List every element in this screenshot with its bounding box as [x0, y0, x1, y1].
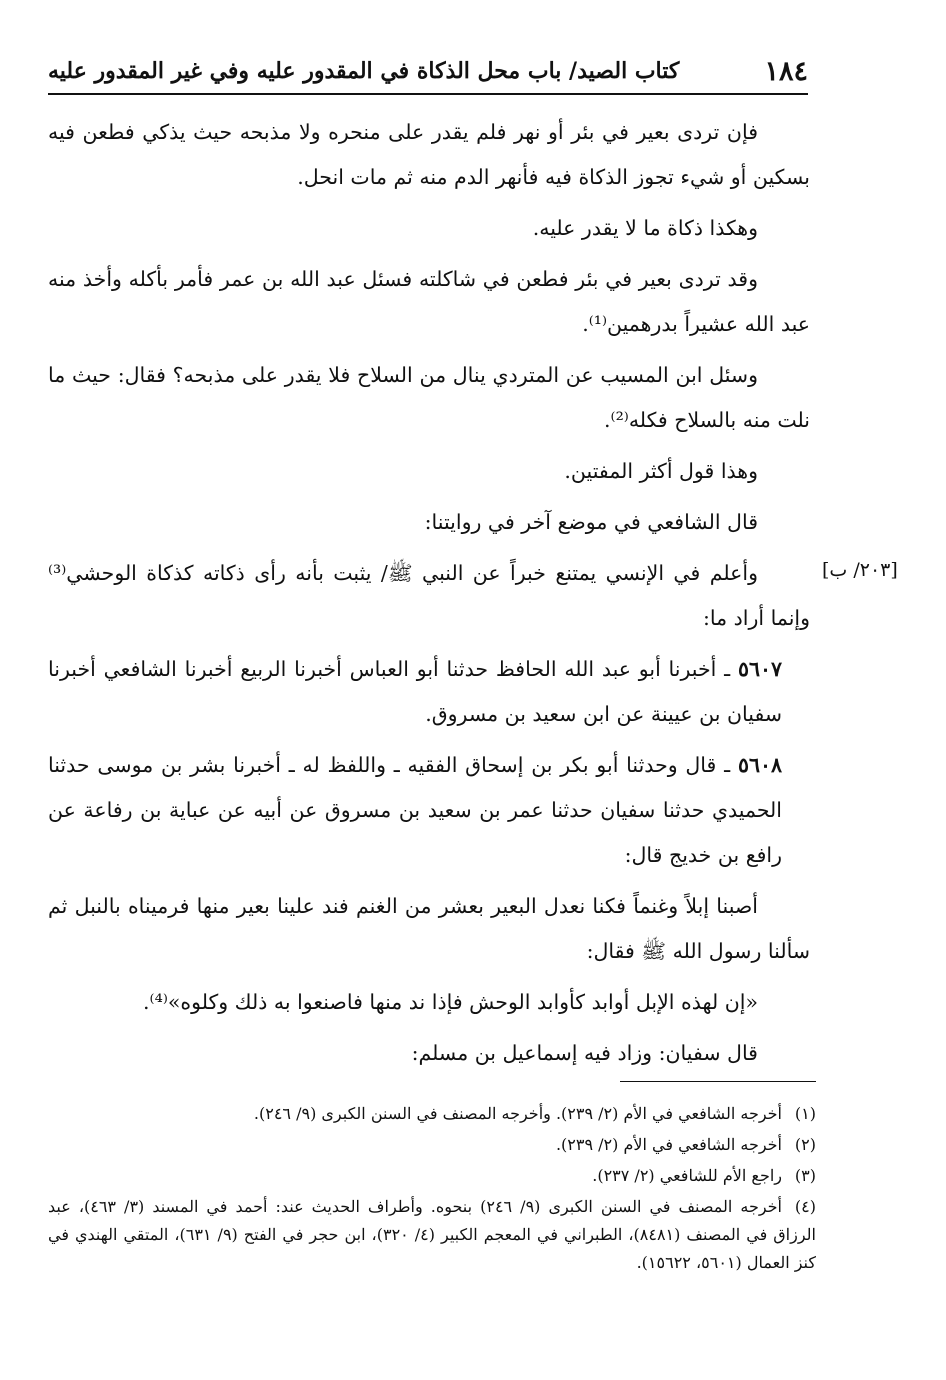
paragraph: وأعلم في الإنسي يمتنع خبراً عن النبي ﷺ/ يثبت بأنه رأى ذكاته كذكاة الوحشي⁽³⁾ وإنما أراد ما: — [48, 561, 810, 630]
footnote — [48, 1100, 816, 1128]
footnote — [48, 1131, 816, 1159]
footnote-number: (٤) — [794, 1197, 816, 1216]
running-head: كتاب الصيد/ باب محل الذكاة في المقدور عليه وفي غير المقدور عليه — [48, 58, 680, 84]
footnote — [48, 1193, 816, 1277]
header-divider — [48, 93, 808, 95]
footnotes — [48, 1100, 816, 1280]
footnote-number: (١) — [794, 1104, 816, 1123]
footnote-text: أخرجه الشافعي في الأم (٢/ ٢٣٩). — [555, 1135, 782, 1154]
paragraph: قال سفيان: وزاد فيه إسماعيل بن مسلم: — [411, 1041, 758, 1065]
manuscript-folio-reference: [٢٠٣/ ب] — [822, 559, 898, 581]
footnote — [48, 1162, 816, 1190]
page-number: ١٨٤ — [764, 56, 808, 87]
paragraph: وسئل ابن المسيب عن المتردي ينال من السلاح فلا يقدر على مذبحه؟ فقال: حيث ما نلت منه بالسلاح فكله⁽²⁾. — [48, 363, 810, 432]
footnote-divider — [620, 1081, 816, 1082]
footnote-text: أخرجه الشافعي في الأم (٢/ ٢٣٩). وأخرجه المصنف في السنن الكبرى (٩/ ٢٤٦). — [253, 1104, 782, 1123]
hadith-number: ٥٦٠٧ — [737, 657, 782, 681]
prophetic-quote: «إن لهذه الإبل أوابد كأوابد الوحش فإذا ند منها فاصنعوا به ذلك وكلوه»⁽⁴⁾. — [143, 990, 758, 1014]
paragraph: وهذا قول أكثر المفتين. — [564, 459, 758, 483]
paragraph: فإن تردى بعير في بئر أو نهر فلم يقدر على منحره ولا مذبحه حيث يذكي فطعن فيه بسكين أو شيء تجوز الذكاة فيه فأنهر الدم منه ثم مات انحل. — [48, 120, 810, 189]
footnote-number: (٣) — [794, 1166, 816, 1185]
main-text — [48, 110, 810, 1082]
hadith-entry: ٥٦٠٨ ـ قال وحدثنا أبو بكر بن إسحاق الفقيه ـ واللفظ له ـ أخبرنا بشر بن موسى حدثنا الحميدي حدثنا سفيان حدثنا عمر بن سعيد بن مسروق عن أبيه عن عباية بن رفاعة عن رافع بن خديج قال: — [48, 753, 782, 867]
hadith-text: قال وحدثنا أبو بكر بن إسحاق الفقيه ـ واللفظ له ـ أخبرنا بشر بن موسى حدثنا الحميدي حدثنا سفيان حدثنا عمر بن سعيد بن مسروق عن أبيه عن عباية بن رفاعة عن رافع بن خديج قال: — [48, 753, 782, 867]
paragraph: وهكذا ذكاة ما لا يقدر عليه. — [532, 216, 758, 240]
paragraph: قال الشافعي في موضع آخر في روايتنا: — [424, 510, 758, 534]
page-header — [48, 52, 808, 92]
hadith-entry: ٥٦٠٧ ـ أخبرنا أبو عبد الله الحافظ حدثنا أبو العباس أخبرنا الربيع أخبرنا الشافعي أخبرنا سفيان بن عيينة عن ابن سعيد بن مسروق. — [48, 657, 782, 726]
footnote-text: أخرجه المصنف في السنن الكبرى (٩/ ٢٤٦) بنحوه. وأطراف الحديث عند: أحمد في المسند (٣/ ٤٦٣)، عبد الرزاق في المصنف (٨٤٨١)، الطبراني في المعجم الكبير (٤/ ٣٢٠)، ابن حجر في الفتح (٩/ ٦٣١)، المتقي الهندي في كنز العمال (٥٦٠١، ١٥٦٢٢). — [48, 1197, 816, 1272]
paragraph: وقد تردى بعير في بئر فطعن في شاكلته فسئل عبد الله بن عمر فأمر بأكله وأخذ منه عبد الله عشيراً بدرهمين⁽¹⁾. — [48, 267, 810, 336]
footnote-text: راجع الأم للشافعي (٢/ ٢٣٧). — [592, 1166, 782, 1185]
hadith-number: ٥٦٠٨ — [737, 753, 782, 777]
paragraph: أصبنا إبلاً وغنماً فكنا نعدل البعير بعشر من الغنم فند علينا بعير منها فرميناه بالنبل ثم سألنا رسول الله ﷺ فقال: — [48, 894, 810, 963]
hadith-text: أخبرنا أبو عبد الله الحافظ حدثنا أبو العباس أخبرنا الربيع أخبرنا الشافعي أخبرنا سفيان بن عيينة عن ابن سعيد بن مسروق. — [48, 657, 782, 726]
footnote-number: (٢) — [794, 1135, 816, 1154]
